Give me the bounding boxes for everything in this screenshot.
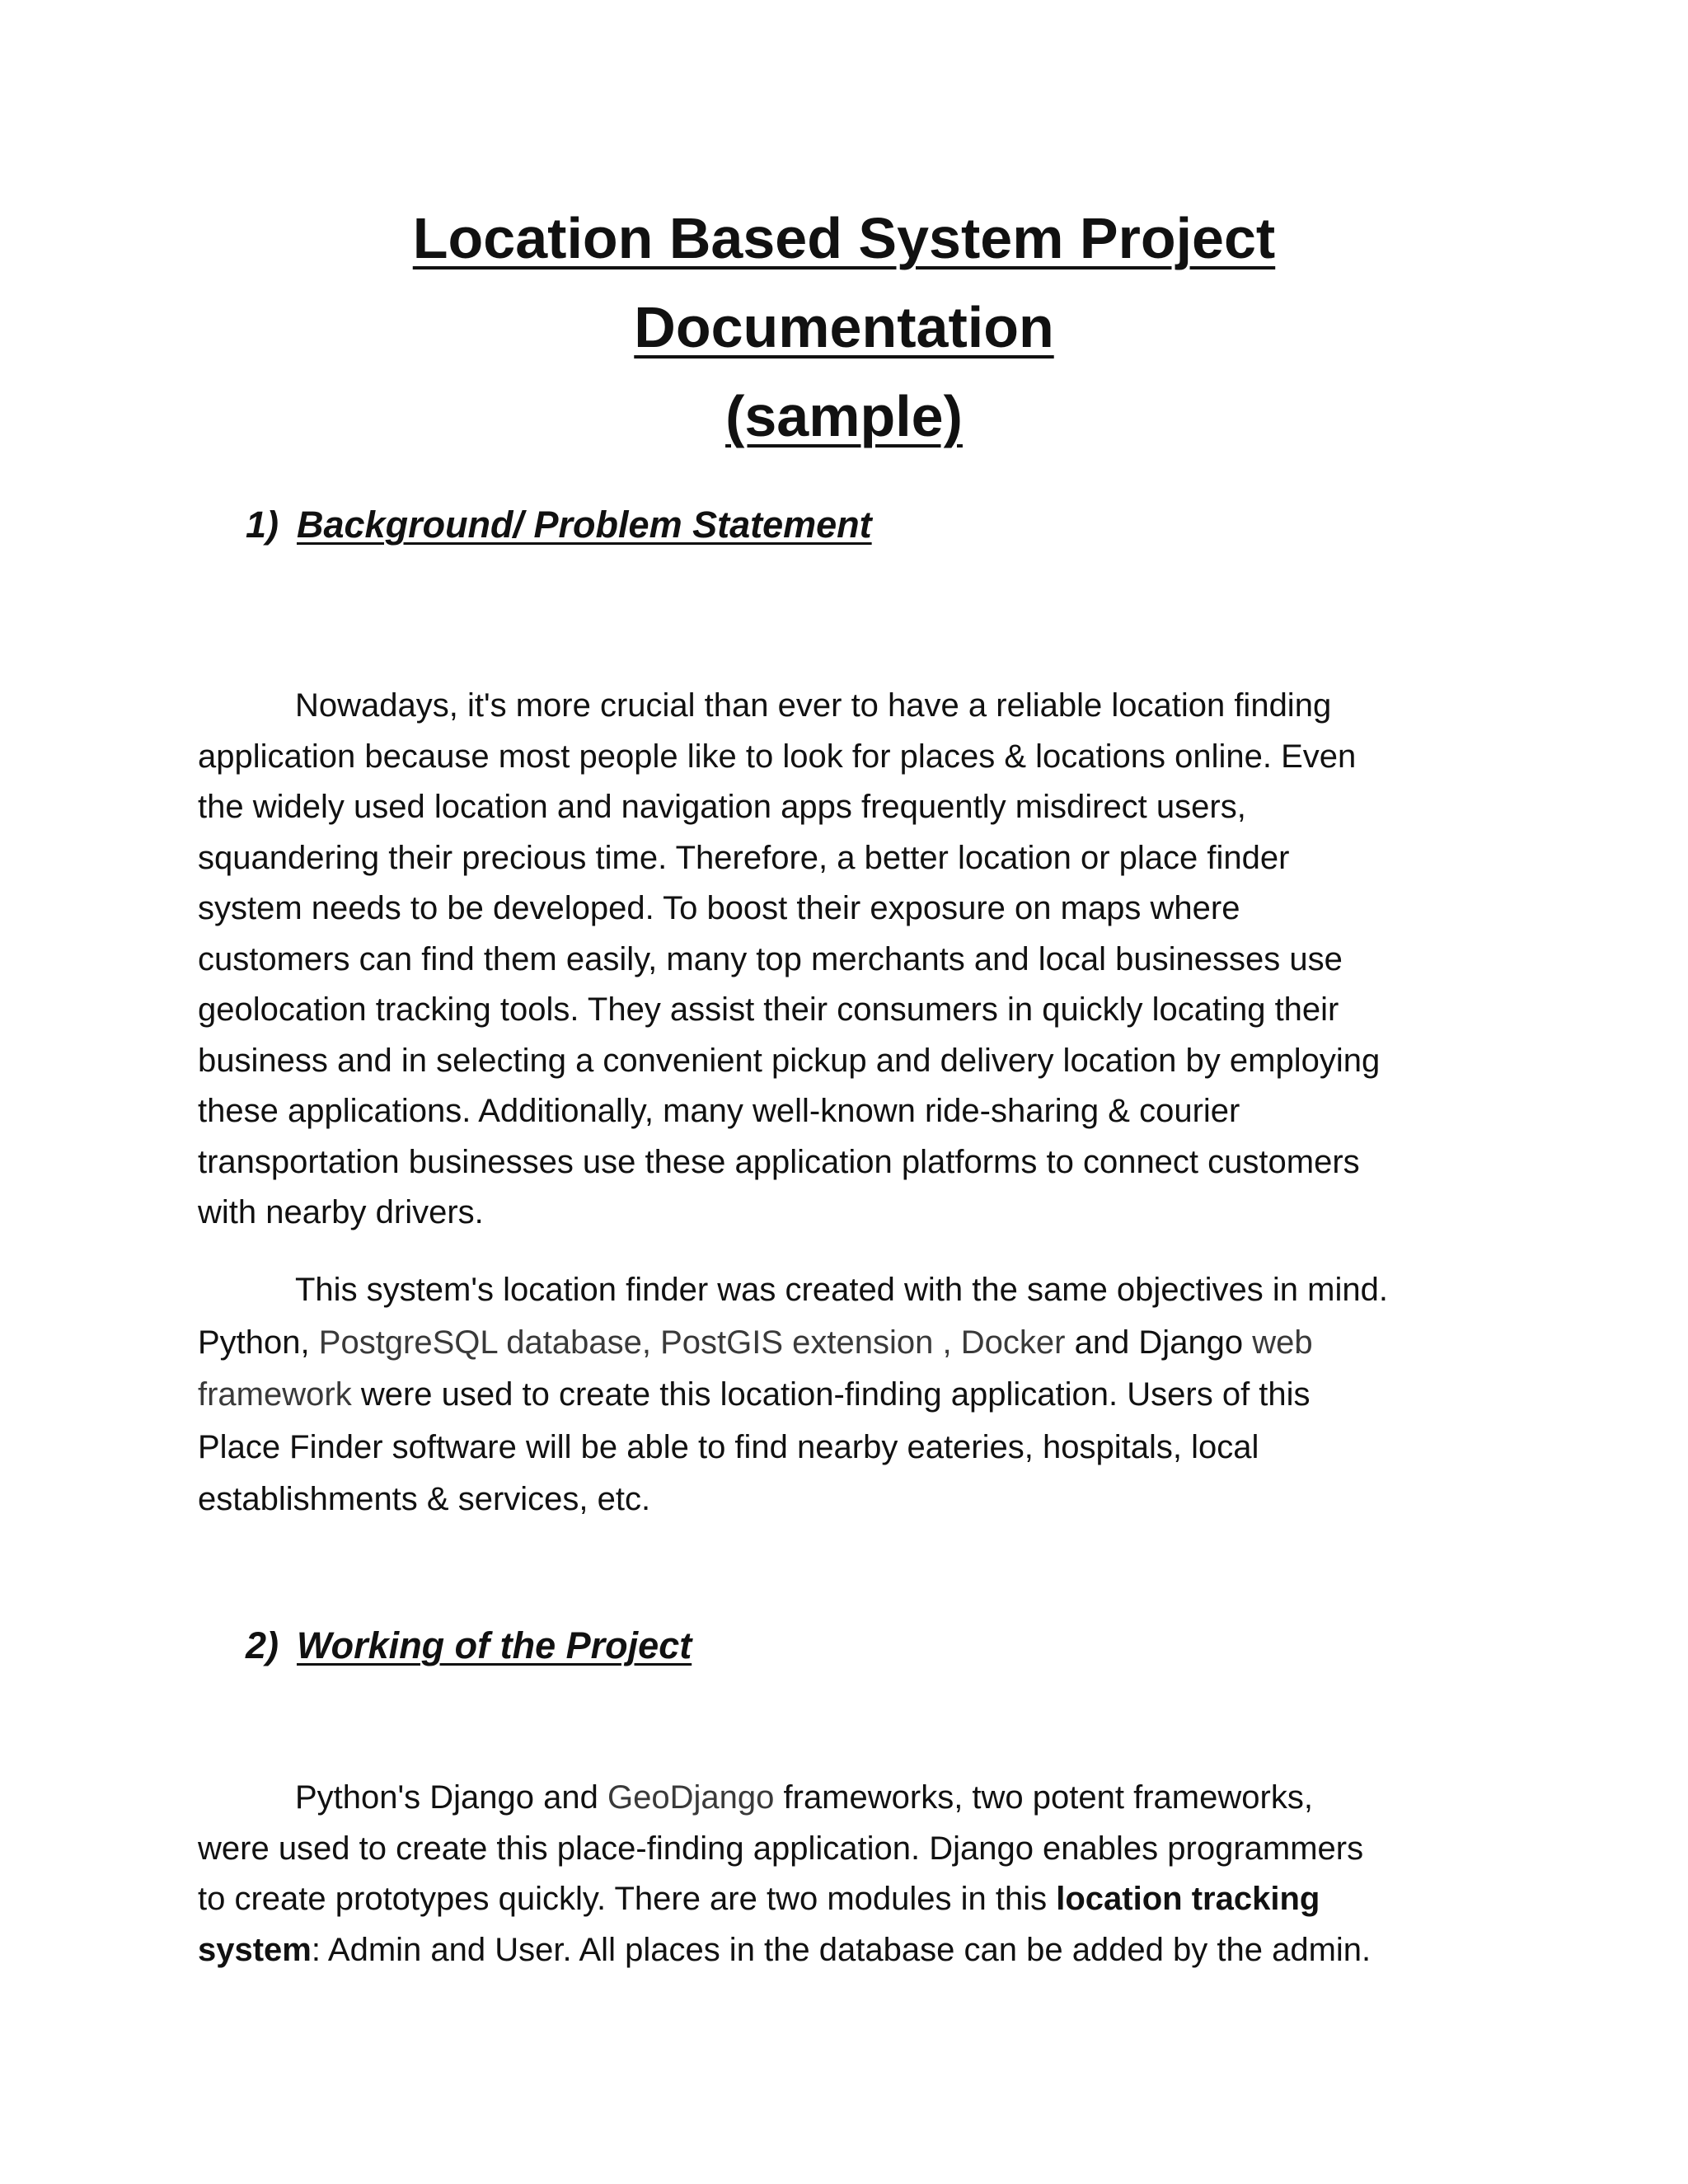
paragraph-line: Place Finder software will be able to find nearby eateries, hospitals, local xyxy=(198,1428,1259,1465)
text-bold-location-tracking: location tracking xyxy=(1056,1881,1320,1917)
paragraph-line: business and in selecting a convenient pickup and delivery location by employing xyxy=(198,1042,1381,1079)
text-web: web xyxy=(1252,1324,1313,1361)
section-2-paragraph xyxy=(198,1773,1492,1975)
paragraph-line: This system's location finder was created with the same objectives in mind. xyxy=(295,1272,1388,1308)
text-segment: frameworks, two potent frameworks, xyxy=(774,1779,1313,1816)
paragraph-line xyxy=(198,1773,1492,1824)
text-and-django: and Django xyxy=(1065,1324,1253,1361)
paragraph-line xyxy=(198,1874,1492,1925)
paragraph-line: transportation businesses use these application platforms to connect customers xyxy=(198,1143,1360,1180)
section-1-heading xyxy=(246,500,872,550)
text-postgresql: PostgreSQL database xyxy=(318,1324,642,1361)
text-docker: Docker xyxy=(960,1324,1066,1361)
document-title-line-1: Location Based System Project Documentation xyxy=(412,206,1276,359)
section-2-title: Working of the Project xyxy=(297,1624,692,1666)
paragraph-line: Nowadays, it's more crucial than ever to have a reliable location finding xyxy=(295,687,1332,724)
section-1-number: 1) xyxy=(246,504,279,546)
text-postgis: PostGIS extension xyxy=(660,1324,934,1361)
text-framework: framework xyxy=(198,1376,352,1413)
section-1-paragraph-2 xyxy=(198,1264,1492,1526)
text-rest: were used to create this location-finding application. Users of this xyxy=(351,1376,1311,1413)
paragraph-line: customers can find them easily, many top merchants and local businesses use xyxy=(198,940,1343,977)
paragraph-line: establishments & services, etc. xyxy=(198,1481,651,1517)
paragraph-line: these applications. Additionally, many well-known ride-sharing & courier xyxy=(198,1093,1240,1129)
paragraph-line: were used to create this place-finding application. Django enables programmers xyxy=(198,1830,1364,1867)
text-separator: , xyxy=(641,1324,661,1361)
text-bold-system: system xyxy=(198,1931,312,1968)
paragraph-line xyxy=(198,1369,1492,1422)
text-segment: : Admin and User. All places in the database can be added by the admin. xyxy=(311,1931,1372,1968)
text-segment: Python's Django and xyxy=(295,1779,608,1816)
text-geodjango: GeoDjango xyxy=(607,1779,775,1816)
paragraph-line: application because most people like to look for places & locations online. Even xyxy=(198,738,1357,775)
text-segment: to create prototypes quickly. There are two modules in this xyxy=(198,1881,1057,1917)
document-title xyxy=(198,194,1490,461)
text-separator: , xyxy=(933,1324,961,1361)
section-1-title: Background/ Problem Statement xyxy=(297,504,872,546)
document-title-line-2: (sample) xyxy=(725,384,963,448)
paragraph-line: squandering their precious time. Therefore, a better location or place finder xyxy=(198,839,1290,876)
paragraph-line: system needs to be developed. To boost their exposure on maps where xyxy=(198,890,1240,926)
section-1-paragraph-1 xyxy=(198,681,1492,1239)
text-python: Python, xyxy=(198,1324,319,1361)
paragraph-line: with nearby drivers. xyxy=(198,1194,484,1230)
paragraph-line xyxy=(198,1925,1492,1976)
section-2-heading xyxy=(246,1621,692,1671)
paragraph-line xyxy=(198,1317,1492,1370)
paragraph-line: the widely used location and navigation apps frequently misdirect users, xyxy=(198,789,1246,825)
paragraph-line: geolocation tracking tools. They assist their consumers in quickly locating their xyxy=(198,991,1339,1028)
section-2-number: 2) xyxy=(246,1624,279,1666)
